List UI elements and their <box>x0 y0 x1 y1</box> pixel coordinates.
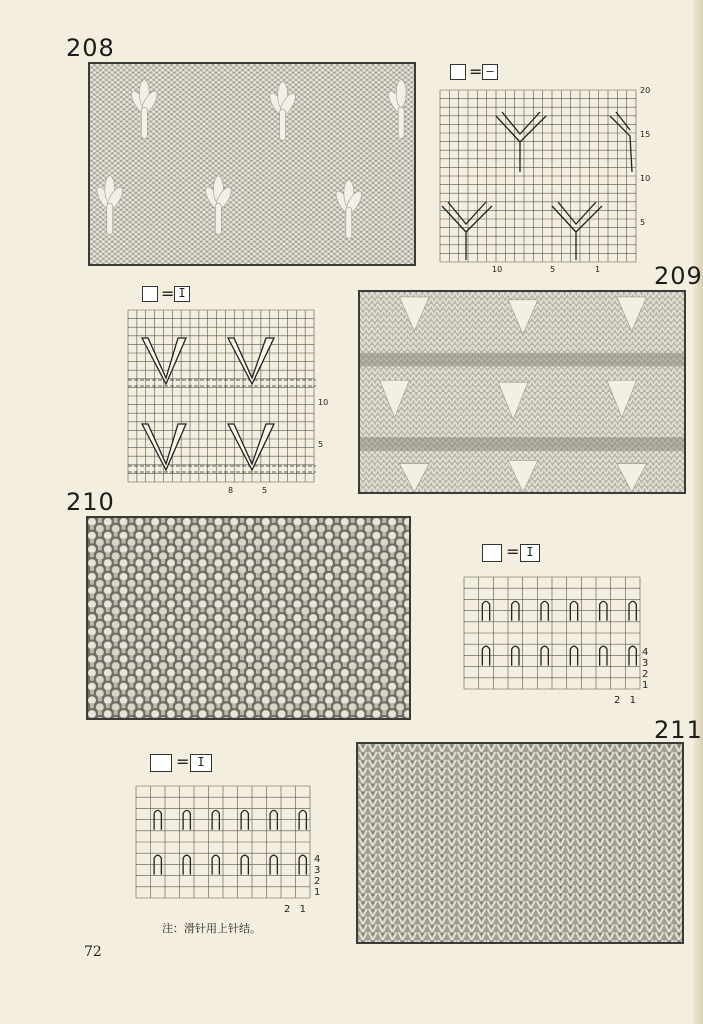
col-label: 2 <box>284 904 291 915</box>
slip-stitch-symbol <box>154 810 161 829</box>
slip-stitch-symbol <box>629 601 636 620</box>
row-label: 10 <box>318 398 329 407</box>
slip-stitch-symbol <box>299 810 306 829</box>
v-stitch-symbol <box>142 424 186 470</box>
slip-stitch-symbol <box>212 855 219 874</box>
v-stitch-symbol <box>228 424 274 470</box>
chart-col-labels-210 <box>614 695 644 707</box>
row-label: 2 <box>314 876 321 887</box>
row-label: 5 <box>318 440 324 449</box>
slip-stitch-symbol <box>154 855 161 874</box>
footnote: 注：滑针用上针结。 <box>162 922 261 935</box>
chart-grid-209 <box>128 310 316 485</box>
row-label: 5 <box>640 218 646 227</box>
row-label: 4 <box>642 647 649 658</box>
v-stitch-symbol <box>142 338 186 384</box>
empty-square-icon <box>150 754 172 772</box>
col-label: 1 <box>299 904 306 915</box>
slip-stitch-symbol <box>541 601 548 620</box>
legend-symbol-208: — <box>482 64 498 80</box>
stitch-chart-208 <box>440 86 651 275</box>
chart-col-labels-211 <box>284 904 314 916</box>
col-label: 10 <box>492 265 503 274</box>
pattern-number-211: 211 <box>654 716 703 744</box>
v-stitch-symbol <box>228 338 274 384</box>
legend-209 <box>142 286 202 306</box>
slip-stitch-symbol <box>600 646 607 665</box>
empty-square-icon <box>450 64 466 80</box>
row-label: 2 <box>642 669 649 680</box>
slip-stitch-symbol <box>512 601 519 620</box>
pattern-number-210: 210 <box>66 488 115 516</box>
pattern-number-208: 208 <box>66 34 115 62</box>
col-label: 5 <box>550 265 556 274</box>
legend-210 <box>482 544 552 564</box>
cluster-stitch-symbol <box>610 112 632 172</box>
slip-stitch-symbol <box>482 601 489 620</box>
chart-row-labels-211 <box>314 854 326 898</box>
row-label: 20 <box>640 86 651 95</box>
stitch-chart-209 <box>128 310 329 495</box>
col-label: 5 <box>262 486 268 495</box>
equals-sign: = <box>176 752 190 771</box>
equals-sign: = <box>506 542 520 561</box>
row-label: 1 <box>314 887 321 898</box>
slip-stitch-symbol <box>270 855 277 874</box>
slip-stitch-symbol <box>270 810 277 829</box>
slip-stitch-symbol <box>241 855 248 874</box>
chart-col-labels-208 <box>440 265 640 277</box>
slip-stitch-symbol <box>600 601 607 620</box>
legend-symbol-211: I <box>190 754 212 772</box>
col-label: 2 <box>614 695 621 706</box>
slip-stitch-symbol <box>212 810 219 829</box>
chart-grid-210 <box>464 577 642 693</box>
col-label: 1 <box>595 265 601 274</box>
row-label: 4 <box>314 854 321 865</box>
legend-208 <box>450 64 510 84</box>
row-label: 3 <box>642 658 649 669</box>
slip-stitch-symbol <box>241 810 248 829</box>
col-label: 8 <box>228 486 234 495</box>
chart-grid-208 <box>440 90 640 275</box>
equals-sign: = <box>469 62 483 81</box>
slip-stitch-symbol <box>570 601 577 620</box>
cluster-stitch-symbol <box>496 112 546 172</box>
chart-grid-211 <box>136 786 312 902</box>
slip-stitch-symbol <box>541 646 548 665</box>
knit-photo-210 <box>86 516 411 720</box>
stitch-chart-211 <box>136 786 321 915</box>
empty-square-icon <box>142 286 158 302</box>
row-label: 10 <box>640 174 651 183</box>
slip-stitch-symbol <box>482 646 489 665</box>
page-number: 72 <box>84 944 102 960</box>
legend-symbol-209: I <box>174 286 190 302</box>
stitch-chart-210 <box>464 577 649 706</box>
page-edge <box>693 0 703 1024</box>
legend-symbol-210: I <box>520 544 540 562</box>
knit-photo-209 <box>358 290 686 494</box>
chart-row-labels-210 <box>642 647 654 691</box>
knit-photo-211 <box>356 742 684 944</box>
row-label: 3 <box>314 865 321 876</box>
row-label: 1 <box>642 680 649 691</box>
slip-stitch-symbol <box>629 646 636 665</box>
knit-photo-208 <box>88 62 416 266</box>
row-label: 15 <box>640 130 651 139</box>
chart-col-labels-209 <box>128 486 316 498</box>
pattern-number-209: 209 <box>654 262 703 290</box>
slip-stitch-symbol <box>183 810 190 829</box>
slip-stitch-symbol <box>183 855 190 874</box>
empty-square-icon <box>482 544 502 562</box>
equals-sign: = <box>161 284 175 303</box>
slip-stitch-symbol <box>299 855 306 874</box>
legend-211 <box>150 754 222 774</box>
slip-stitch-symbol <box>512 646 519 665</box>
col-label: 1 <box>629 695 636 706</box>
slip-stitch-symbol <box>570 646 577 665</box>
